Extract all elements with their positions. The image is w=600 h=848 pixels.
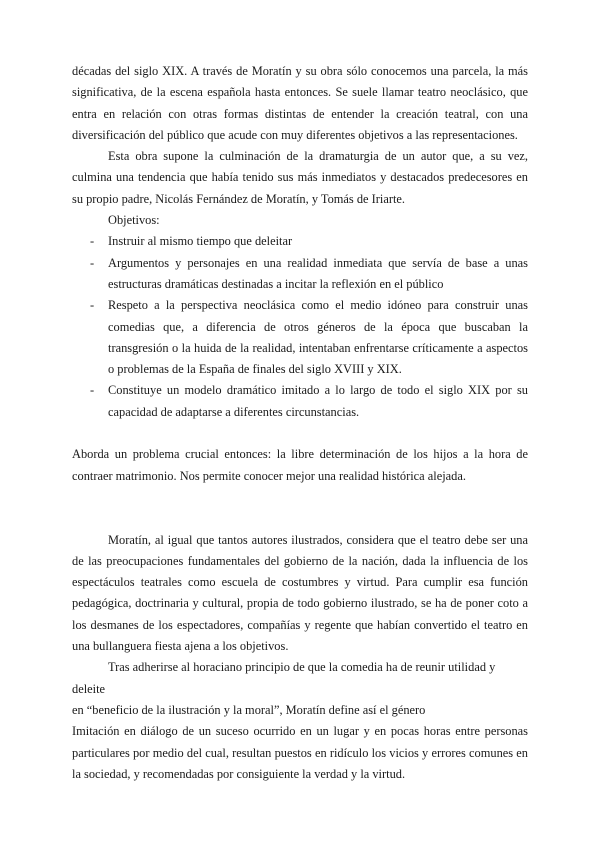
dash-bullet: - xyxy=(90,255,95,270)
list-item xyxy=(72,295,528,380)
spacer xyxy=(72,487,528,530)
paragraph-culminacion: Esta obra supone la culminación de la dramaturgia de un autor que, a su vez, culmina una tendencia que había tenido sus más inmediatos y destacados predecesores en su propio padre, Nicolás Fernández de Moratín, y Tomás de Iriarte. xyxy=(72,149,528,206)
paragraph-horaciano-line1: Tras adherirse al horaciano principio de que la comedia ha de reunir utilidad y deleite xyxy=(72,660,496,696)
paragraph-intro: décadas del siglo XIX. A través de Moratín y su obra sólo conocemos una parcela, la más significativa, de la escena española hasta entonces. Se suele llamar teatro neoclásico, que entra en relación con otras formas distintas de entender la creación teatral, con una diversificación del público que acude con muy diferentes objetivos a las representaciones. xyxy=(72,64,528,142)
list-item-text: Instruir al mismo tiempo que deleitar xyxy=(108,234,293,249)
dash-bullet: - xyxy=(90,298,95,313)
list-item-text: Respeto a la perspectiva neoclásica como el medio idóneo para construir unas comedias que, a diferencia de otros géneros de la época que buscaban la transgresión o la huida de la realidad, intentaban enfrentarse críticamente a aspectos o problemas de la España de finales del siglo XVIII y XIX. xyxy=(108,298,528,377)
list-item xyxy=(72,380,528,423)
paragraph-aborda: Aborda un problema crucial entonces: la libre determinación de los hijos a la hora de contraer matrimonio. Nos permite conocer mejor una realidad histórica alejada. xyxy=(72,447,528,483)
document-page xyxy=(72,61,528,785)
paragraph-moratin-ilustrados: Moratín, al igual que tantos autores ilustrados, considera que el teatro debe ser una de las preocupaciones fundamentales del gobierno de la nación, dada la influencia de los espectáculos teatrales como escuela de costumbres y virtud. Para cumplir esa función pedagógica, doctrinaria y cultural, propia de todo gobierno ilustrado, se ha de poner coto a los desmanes de los espectadores, compañías y regente que habían convertido el teatro en una bullanguera fiesta ajena a los objetivos. xyxy=(72,532,528,654)
list-item xyxy=(72,253,528,296)
paragraph-horaciano-line2: en “beneficio de la ilustración y la moral”, Moratín define así el género xyxy=(72,702,426,717)
objetivos-heading: Objetivos: xyxy=(108,213,160,228)
dash-bullet: - xyxy=(90,383,95,398)
list-item xyxy=(72,231,528,252)
list-item-text: Argumentos y personajes en una realidad inmediata que servía de base a unas estructuras dramáticas destinadas a incitar la reflexión en el público xyxy=(108,255,528,291)
dash-bullet: - xyxy=(90,234,95,249)
paragraph-definicion-genero: Imitación en diálogo de un suceso ocurrido en un lugar y en pocas horas entre personas particulares por medio del cual, resultan puestos en ridículo los vicios y errores comunes en la sociedad, y recomendadas por consiguiente la verdad y la virtud. xyxy=(72,724,528,781)
list-item-text: Constituye un modelo dramático imitado a lo largo de todo el siglo XIX por su capacidad de adaptarse a diferentes circunstancias. xyxy=(108,383,528,419)
spacer xyxy=(72,423,528,444)
objetivos-list xyxy=(72,231,528,423)
